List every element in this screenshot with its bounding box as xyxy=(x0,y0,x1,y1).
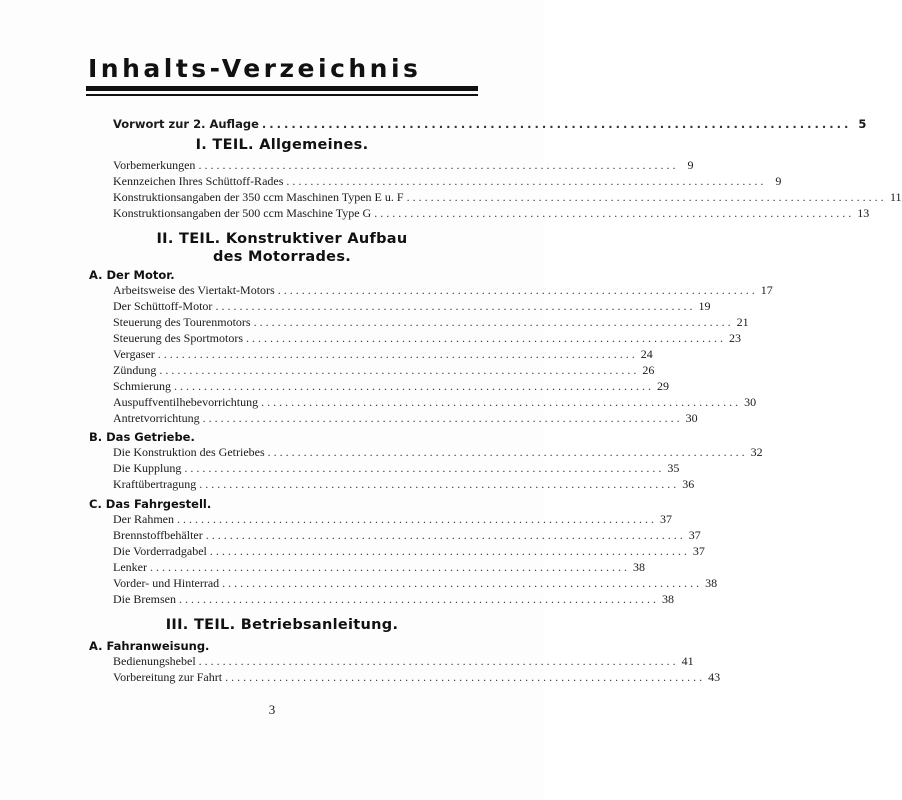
toc-entry xyxy=(113,206,870,222)
part-2-heading-line2: des Motorrades. xyxy=(212,249,352,265)
title-rule-thick xyxy=(86,86,478,91)
toc-entry-page: 9 xyxy=(775,174,782,188)
leader-dots: ................................................................................ xyxy=(184,461,665,475)
toc-entry xyxy=(113,654,694,670)
leader-dots: ................................................................................ xyxy=(178,592,659,606)
toc-entry-label: Brennstoffbehälter xyxy=(113,528,203,542)
toc-entry xyxy=(113,395,757,411)
toc-entry xyxy=(113,299,711,315)
toc-entry-label: Kennzeichen Ihres Schüttoff-Rades xyxy=(113,174,284,188)
toc-entry xyxy=(113,512,672,528)
toc-entry xyxy=(113,190,902,206)
toc-entry-page: 5 xyxy=(858,117,867,131)
toc-entry-page: 36 xyxy=(682,477,695,491)
leader-dots: ................................................................................ xyxy=(215,299,696,313)
leader-dots: ................................................................................ xyxy=(198,654,679,668)
leader-dots: ................................................................................ xyxy=(159,363,640,377)
toc-entry xyxy=(113,315,749,331)
toc-entry-label: Der Rahmen xyxy=(113,512,174,526)
leader-dots: ................................................................................ xyxy=(225,670,706,684)
toc-entry-label: Die Vorderradgabel xyxy=(113,544,207,558)
toc-entry-page: 26 xyxy=(642,363,655,377)
toc-entry-page: 24 xyxy=(640,347,653,361)
leader-dots: ................................................................................ xyxy=(198,158,679,172)
toc-entry-label: Vorbemerkungen xyxy=(113,158,196,172)
toc-entry-page: 43 xyxy=(708,670,721,684)
leader-dots: ................................................................................ xyxy=(205,528,686,542)
toc-entry xyxy=(113,331,741,347)
toc-entry-page: 9 xyxy=(687,158,694,172)
toc-entry-page: 17 xyxy=(760,283,773,297)
toc-entry-label: Kraftübertragung xyxy=(113,477,197,491)
toc-entry-page: 30 xyxy=(744,395,757,409)
page-title: Inhalts-Verzeichnis xyxy=(88,54,422,83)
toc-entry-label: Bedienungshebel xyxy=(113,654,196,668)
toc-entry-preface xyxy=(113,117,867,133)
toc-entry-label: Auspuffventilhebevorrichtung xyxy=(113,395,259,409)
toc-entry-page: 37 xyxy=(692,544,705,558)
title-rule-thin xyxy=(86,94,478,96)
leader-dots: ................................................................................ xyxy=(176,512,657,526)
toc-entry-page: 23 xyxy=(729,331,741,345)
leader-dots: ................................................................................ xyxy=(374,206,855,220)
toc-entry-label: Zündung xyxy=(113,363,157,377)
leader-dots: ................................................................................ xyxy=(253,315,734,329)
toc-entry-label: Die Bremsen xyxy=(113,592,176,606)
toc-entry-page: 38 xyxy=(632,560,645,574)
leader-dots: ................................................................................ xyxy=(261,117,852,131)
toc-entry-label: Schmierung xyxy=(113,379,171,393)
toc-entry xyxy=(113,560,645,576)
toc-entry-label: Die Kupplung xyxy=(113,461,182,475)
toc-entry-label: Lenker xyxy=(113,560,147,574)
toc-entry-label: Konstruktionsangaben der 500 ccm Maschine Type G xyxy=(113,206,372,220)
section-a-heading: A. Der Motor. xyxy=(89,268,175,282)
leader-dots: ................................................................................ xyxy=(157,347,638,361)
leader-dots: ................................................................................ xyxy=(199,477,680,491)
toc-entry xyxy=(113,528,701,544)
toc-entry-page: 37 xyxy=(659,512,672,526)
leader-dots: ................................................................................ xyxy=(277,283,758,297)
toc-entry-label: Vorwort zur 2. Auflage xyxy=(113,117,259,131)
leader-dots: ................................................................................ xyxy=(202,411,683,425)
toc-entry-page: 30 xyxy=(685,411,698,425)
toc-entry-label: Vorbereitung zur Fahrt xyxy=(113,670,223,684)
toc-entry-page: 11 xyxy=(890,190,902,204)
leader-dots: ................................................................................ xyxy=(149,560,630,574)
toc-entry-label: Die Konstruktion des Getriebes xyxy=(113,445,265,459)
leader-dots: ................................................................................ xyxy=(406,190,887,204)
part-2-heading: II. TEIL. Konstruktiver Aufbau xyxy=(156,231,408,247)
toc-entry xyxy=(113,411,698,427)
toc-entry xyxy=(113,461,680,477)
section-a-heading: A. Fahranweisung. xyxy=(89,639,210,653)
toc-entry-page: 35 xyxy=(667,461,680,475)
toc-entry xyxy=(113,576,718,592)
toc-entry-label: Vorder- und Hinterrad xyxy=(113,576,220,590)
toc-entry xyxy=(113,544,705,560)
leader-dots: ................................................................................ xyxy=(286,174,767,188)
toc-entry-page: 29 xyxy=(657,379,669,393)
toc-entry-page: 13 xyxy=(857,206,870,220)
toc-entry xyxy=(113,174,782,190)
toc-entry xyxy=(113,379,669,395)
toc-entry xyxy=(113,592,674,608)
toc-entry-page: 32 xyxy=(750,445,763,459)
toc-entry-label: Der Schüttoff-Motor xyxy=(113,299,213,313)
page-number: 3 xyxy=(268,702,276,717)
toc-entry-page: 19 xyxy=(698,299,711,313)
toc-entry-page: 21 xyxy=(736,315,749,329)
toc-entry xyxy=(113,158,694,174)
part-1-heading: I. TEIL. Allgemeines. xyxy=(195,137,369,153)
toc-entry xyxy=(113,477,695,493)
toc-entry-page: 41 xyxy=(681,654,694,668)
toc-entry-page: 38 xyxy=(705,576,718,590)
toc-entry-label: Antretvorrichtung xyxy=(113,411,200,425)
toc-entry-label: Steuerung des Sportmotors xyxy=(113,331,243,345)
part-3-heading: III. TEIL. Betriebsanleitung. xyxy=(165,617,399,633)
leader-dots: ................................................................................ xyxy=(246,331,726,345)
toc-entry xyxy=(113,347,653,363)
toc-entry-label: Arbeitsweise des Viertakt-Motors xyxy=(113,283,275,297)
toc-entry-page: 37 xyxy=(688,528,701,542)
toc-entry-label: Steuerung des Tourenmotors xyxy=(113,315,251,329)
leader-dots: ................................................................................ xyxy=(261,395,742,409)
leader-dots: ................................................................................ xyxy=(222,576,703,590)
leader-dots: ................................................................................ xyxy=(209,544,690,558)
section-b-heading: B. Das Getriebe. xyxy=(89,430,195,444)
section-c-heading: C. Das Fahrgestell. xyxy=(89,497,212,511)
toc-entry xyxy=(113,363,655,379)
toc-entry xyxy=(113,670,721,686)
toc-entry xyxy=(113,283,773,299)
toc-entry-label: Vergaser xyxy=(113,347,155,361)
toc-entry-label: Konstruktionsangaben der 350 ccm Maschinen Typen E u. F xyxy=(113,190,404,204)
toc-entry-page: 38 xyxy=(661,592,674,606)
toc-entry xyxy=(113,445,763,461)
leader-dots: ................................................................................ xyxy=(267,445,748,459)
leader-dots: ................................................................................ xyxy=(174,379,654,393)
